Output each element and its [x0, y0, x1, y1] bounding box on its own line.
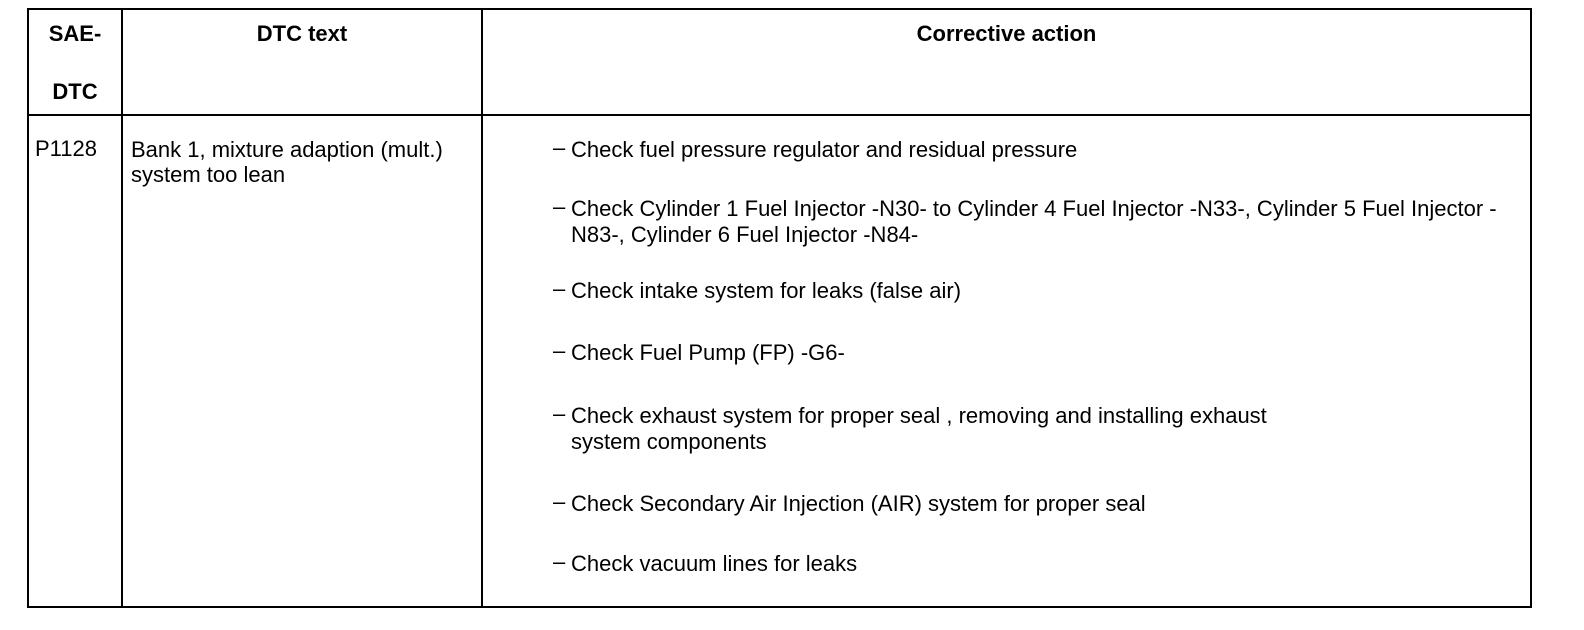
- dash-bullet: –: [553, 489, 566, 515]
- action-text: Check fuel pressure regulator and residual pressure: [571, 137, 1078, 163]
- header-dtc-text-label: DTC text: [256, 21, 348, 46]
- action-text: Check vacuum lines for leaks: [571, 551, 858, 577]
- action-item: [483, 491, 1520, 517]
- dash-bullet: –: [553, 401, 566, 427]
- dash-bullet: –: [553, 135, 566, 161]
- action-item: [483, 340, 1520, 366]
- corrective-action-cell: [482, 115, 1531, 607]
- action-text: Check Secondary Air Injection (AIR) system for proper seal: [571, 491, 1146, 517]
- action-item: [483, 551, 1520, 577]
- action-item: [483, 278, 1520, 304]
- header-corrective-action-label: Corrective action: [916, 21, 1097, 46]
- action-text: Check intake system for leaks (false air): [571, 278, 962, 304]
- action-text: Check exhaust system for proper seal , removing and installing exhaust system components: [571, 403, 1267, 455]
- dtc-code-cell: [28, 115, 122, 607]
- corrective-action-list: [483, 137, 1530, 577]
- header-row: [28, 9, 1531, 115]
- dash-bullet: –: [553, 338, 566, 364]
- dash-bullet: –: [553, 194, 566, 220]
- table-row: [28, 115, 1531, 607]
- dtc-description-cell: [122, 115, 482, 607]
- header-sae-dtc: [28, 9, 122, 115]
- dash-bullet: –: [553, 549, 566, 575]
- header-sae-label: SAE-: [48, 21, 102, 46]
- header-dtc-label: DTC: [52, 79, 98, 104]
- action-item: [483, 196, 1520, 248]
- dtc-table: [27, 8, 1532, 608]
- action-text: Check Cylinder 1 Fuel Injector -N30- to Cylinder 4 Fuel Injector -N33-, Cylinder 5 Fuel Injector -N83-, Cylinder 6 Fuel Injector -N84-: [571, 196, 1497, 248]
- action-text: Check Fuel Pump (FP) -G6-: [571, 340, 845, 366]
- dtc-code: P1128: [35, 136, 97, 162]
- header-corrective-action: [482, 9, 1531, 115]
- action-item: [483, 137, 1520, 163]
- dash-bullet: –: [553, 276, 566, 302]
- header-dtc-text: [122, 9, 482, 115]
- action-item: [483, 403, 1321, 455]
- dtc-description: Bank 1, mixture adaption (mult.) system too lean: [131, 137, 443, 188]
